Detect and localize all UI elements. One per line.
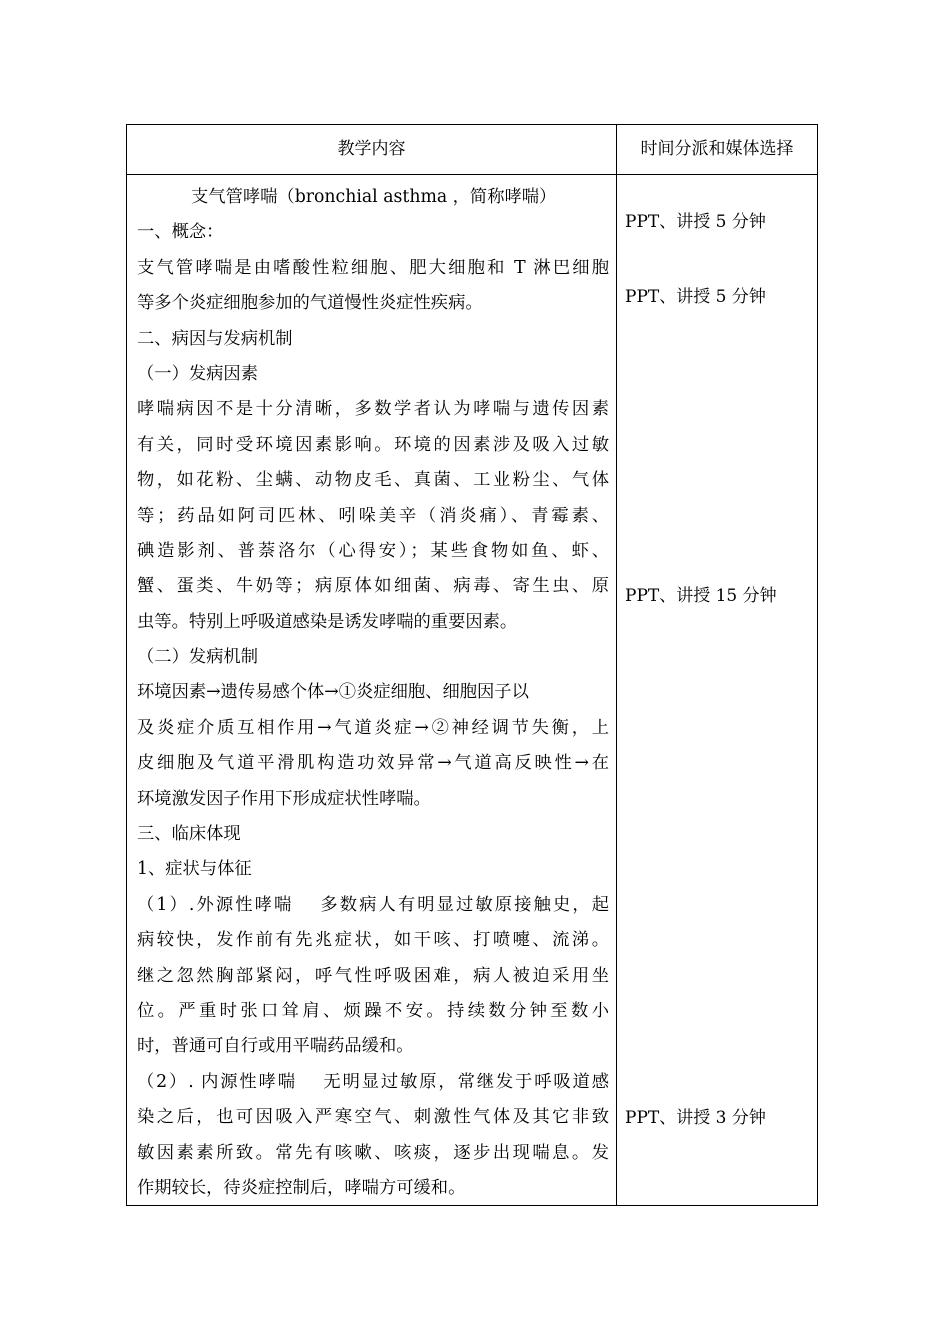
content-line: 碘造影剂、普萘洛尔（心得安）；某些食物如鱼、虾、 bbox=[137, 540, 609, 561]
content-line: 1、症状与体征 bbox=[137, 859, 252, 880]
header-content: 教学内容 bbox=[337, 139, 406, 159]
content-line: 虫等。特别上呼吸道感染是诱发哮喘的重要因素。 bbox=[137, 611, 518, 632]
header-divider bbox=[127, 174, 817, 175]
lesson-table bbox=[126, 124, 818, 1206]
content-line: 二、病因与发病机制 bbox=[137, 328, 293, 349]
content-line: 继之忽然胸部紧闷，呼气性呼吸困难，病人被迫采用坐 bbox=[137, 965, 609, 986]
content-line: 等；药品如阿司匹林、吲哚美辛（消炎痛）、青霉素、 bbox=[137, 505, 609, 526]
content-line: 一、概念： bbox=[137, 222, 224, 243]
time-note: PPT、讲授 15 分钟 bbox=[625, 586, 777, 606]
time-note: PPT、讲授 5 分钟 bbox=[625, 287, 766, 307]
content-line: 敏因素素所致。常先有咳嗽、咳痰，逐步出现喘息。发 bbox=[137, 1142, 609, 1163]
content-line: 支气管哮喘（bronchial asthma ，简称哮喘） bbox=[191, 187, 557, 207]
content-line: （2）. 内源性哮喘 无明显过敏原，常继发于呼吸道感 bbox=[137, 1071, 609, 1092]
content-line: 环境激发因子作用下形成症状性哮喘。 bbox=[137, 788, 431, 809]
content-line: 时，普通可自行或用平喘药品缓和。 bbox=[137, 1036, 414, 1057]
content-line: 蟹、蛋类、牛奶等；病原体如细菌、病毒、寄生虫、原 bbox=[137, 576, 609, 597]
header-time: 时间分派和媒体选择 bbox=[640, 139, 794, 159]
content-line: 环境因素→遗传易感个体→①炎症细胞、细胞因子以 bbox=[137, 682, 529, 703]
content-line: 作期较长，待炎症控制后，哮喘方可缓和。 bbox=[137, 1177, 466, 1198]
column-divider bbox=[616, 125, 617, 1205]
content-line: 位。严重时张口耸肩、烦躁不安。持续数分钟至数小 bbox=[137, 1000, 609, 1021]
content-line: 及炎症介质互相作用→气道炎症→②神经调节失衡，上 bbox=[137, 717, 609, 738]
content-line: 等多个炎症细胞参加的气道慢性炎症性疾病。 bbox=[137, 293, 483, 314]
time-note: PPT、讲授 5 分钟 bbox=[625, 212, 766, 232]
content-line: 皮细胞及气道平滑肌构造功效异常→气道高反映性→在 bbox=[137, 753, 609, 774]
content-line: 物，如花粉、尘螨、动物皮毛、真菌、工业粉尘、气体 bbox=[137, 470, 609, 491]
content-cell bbox=[137, 180, 609, 1206]
content-line: 有关，同时受环境因素影响。环境的因素涉及吸入过敏 bbox=[137, 434, 609, 455]
content-line: 支气管哮喘是由嗜酸性粒细胞、肥大细胞和 T 淋巴细胞 bbox=[137, 257, 609, 278]
content-line: 三、临床体现 bbox=[137, 824, 241, 845]
content-line: （二）发病机制 bbox=[137, 647, 258, 668]
content-line: 染之后，也可因吸入严寒空气、刺激性气体及其它非致 bbox=[137, 1107, 609, 1128]
content-line: （1）.外源性哮喘 多数病人有明显过敏原接触史，起 bbox=[137, 894, 609, 915]
content-line: （一）发病因素 bbox=[137, 363, 258, 384]
content-line: 病较快，发作前有先兆症状，如干咳、打喷嚏、流涕。 bbox=[137, 930, 609, 951]
content-line: 哮喘病因不是十分清晰，多数学者认为哮喘与遗传因素 bbox=[137, 399, 609, 420]
time-note: PPT、讲授 3 分钟 bbox=[625, 1108, 766, 1128]
